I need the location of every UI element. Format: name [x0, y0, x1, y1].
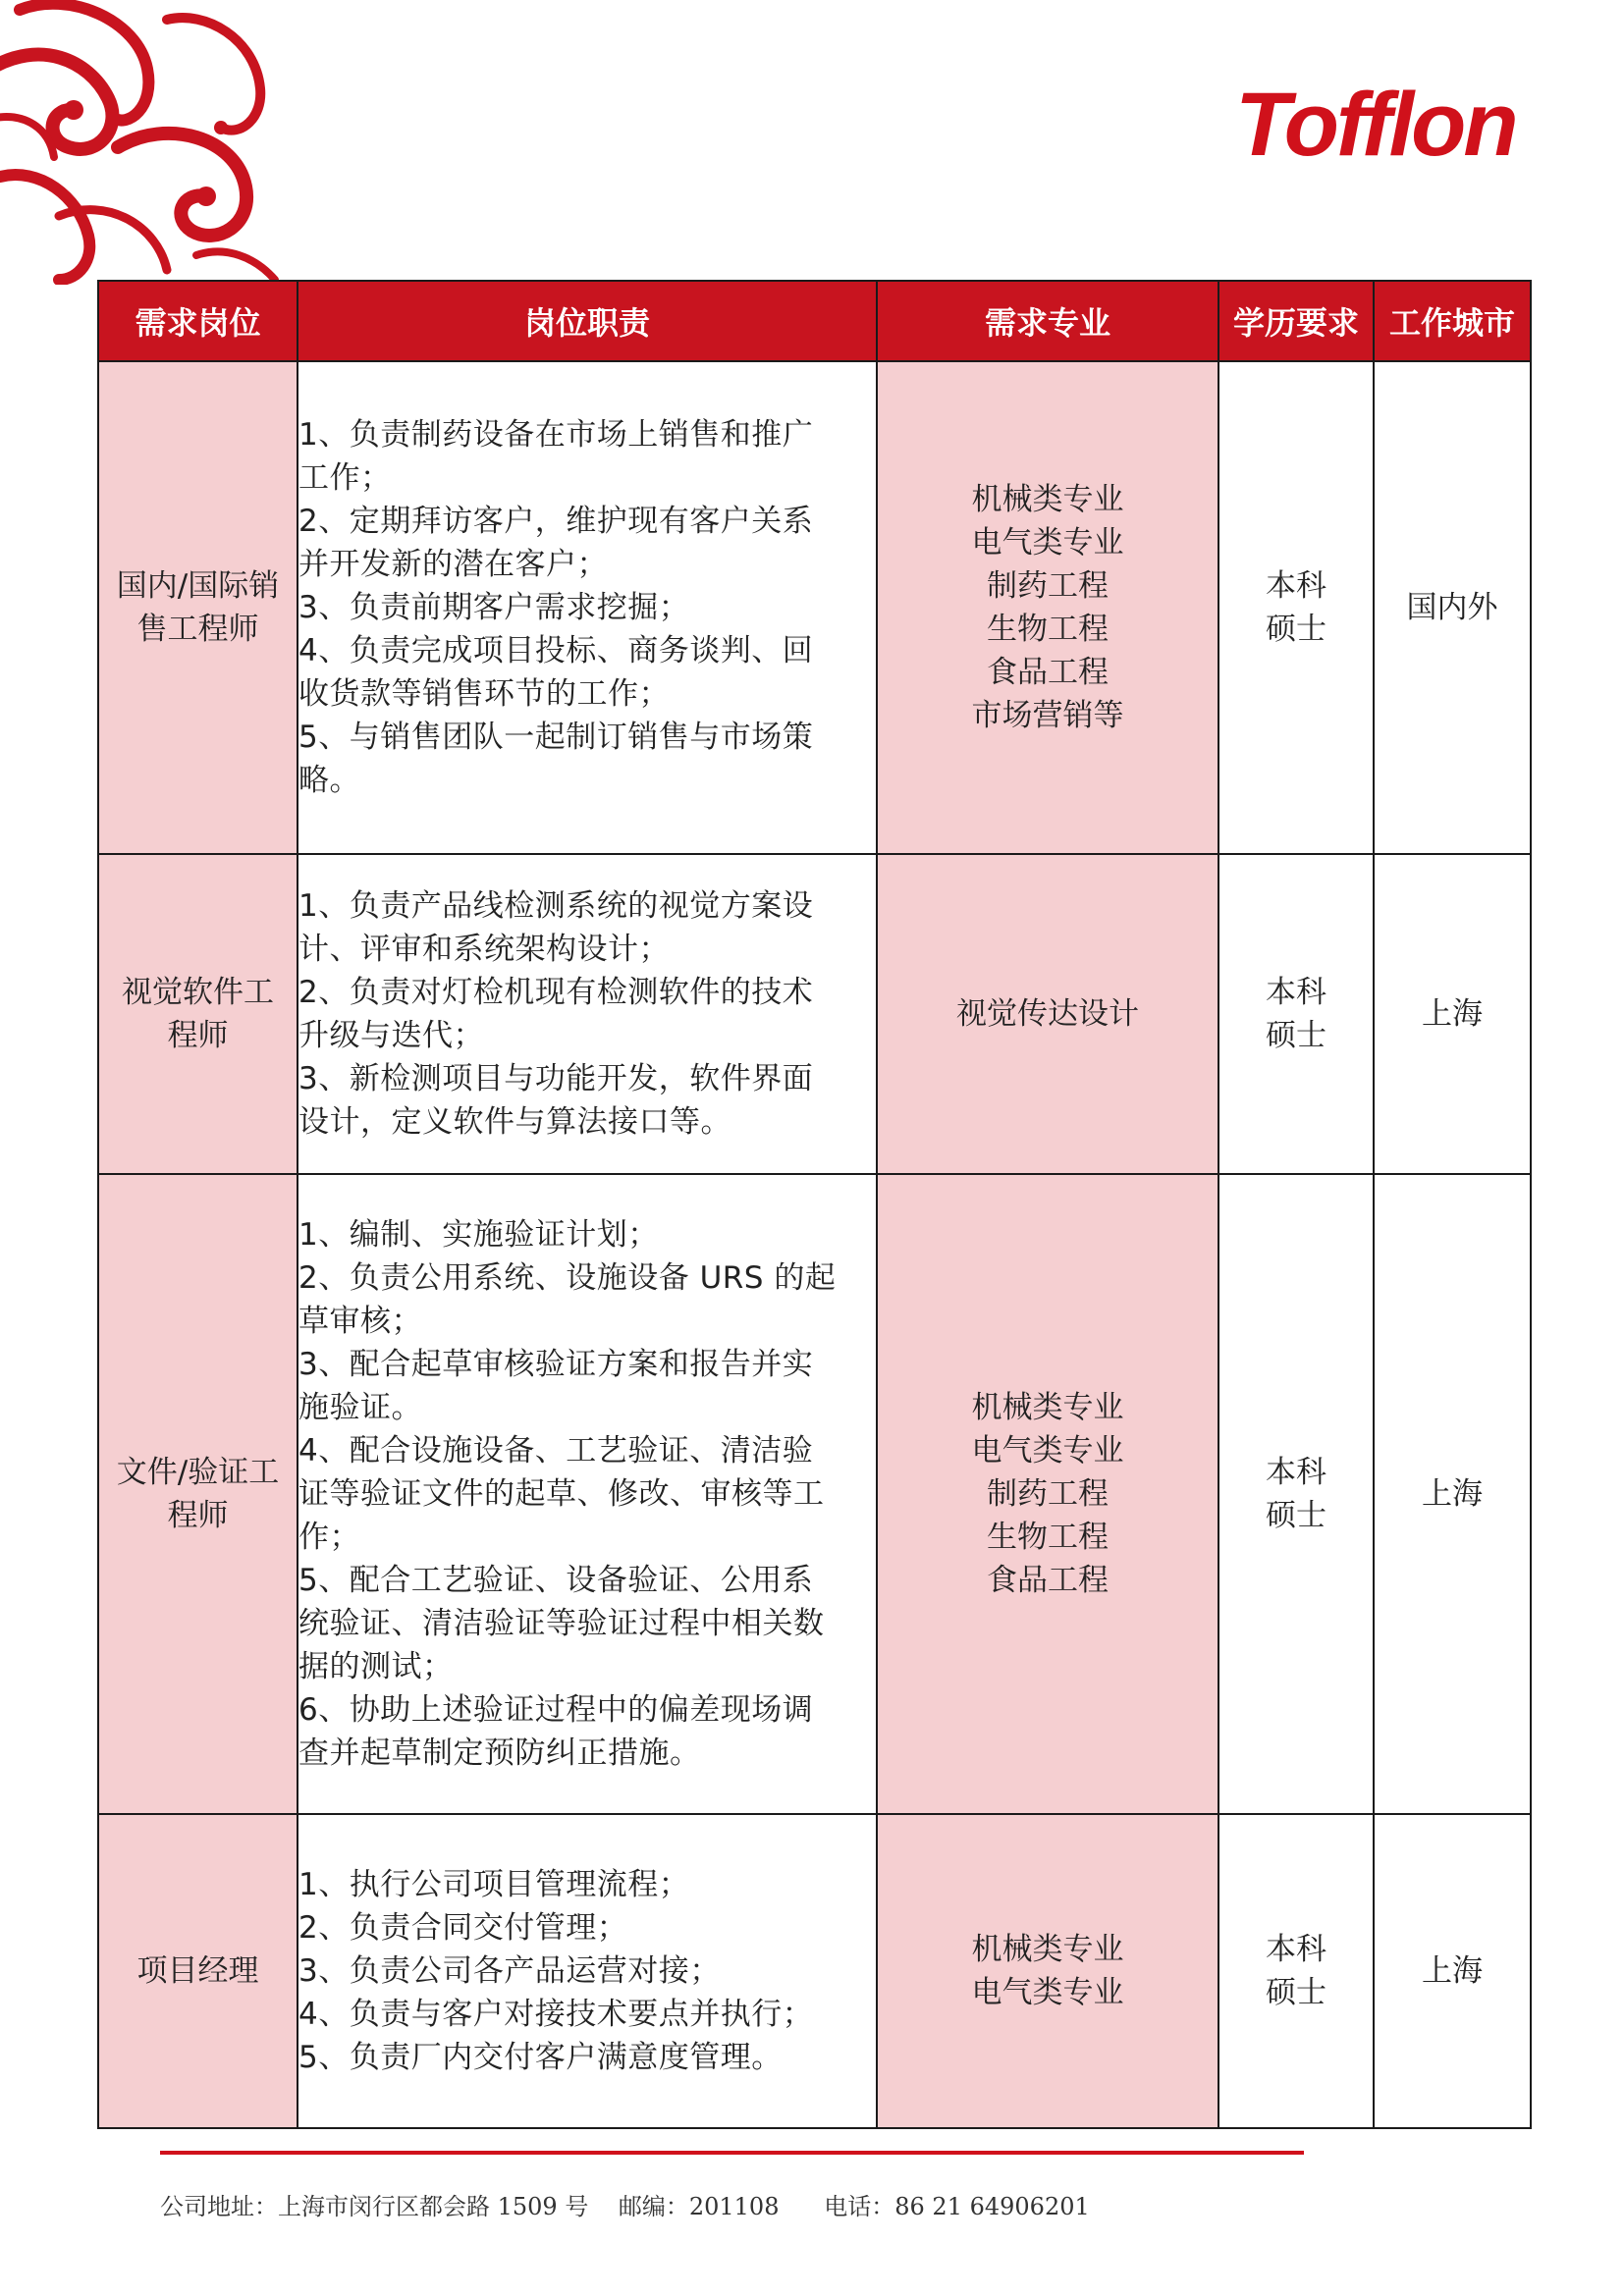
major-line: 电气类专业	[971, 1433, 1124, 1468]
duty-line: 升级与迭代；	[298, 1018, 484, 1053]
major-cell	[877, 1174, 1218, 1814]
duties-cell	[298, 361, 877, 854]
duty-line: 3、配合起草审核验证方案和报告并实	[298, 1347, 814, 1382]
city-cell: 上海	[1374, 1174, 1531, 1814]
education-line: 本科	[1266, 1455, 1326, 1490]
major-line: 生物工程	[987, 612, 1109, 647]
major-line: 食品工程	[987, 655, 1109, 690]
tofflon-logo: Tofflon	[1235, 75, 1516, 175]
header-city: 工作城市	[1374, 281, 1531, 361]
major-line: 制药工程	[987, 568, 1109, 604]
major-line: 电气类专业	[971, 525, 1124, 561]
major-line: 食品工程	[987, 1563, 1109, 1598]
job-requirements-table	[97, 280, 1532, 2129]
position-line: 程师	[167, 1018, 229, 1053]
city-cell: 国内外	[1374, 361, 1531, 854]
duty-line: 2、负责合同交付管理；	[298, 1910, 628, 1946]
duty-line: 1、负责制药设备在市场上销售和推广	[298, 417, 814, 453]
duty-line: 6、协助上述验证过程中的偏差现场调	[298, 1692, 814, 1728]
duty-line: 略。	[298, 763, 360, 798]
major-line: 视觉传达设计	[956, 996, 1139, 1032]
education-cell	[1218, 361, 1374, 854]
table-header-row	[98, 281, 1531, 361]
position-line: 文件/验证工	[116, 1455, 280, 1490]
education-cell	[1218, 854, 1374, 1174]
duties-cell	[298, 854, 877, 1174]
footer-address: 公司地址：上海市闵行区都会路 1509 号	[160, 2193, 589, 2220]
duty-line: 1、执行公司项目管理流程；	[298, 1867, 690, 1902]
duty-line: 设计，定义软件与算法接口等。	[298, 1104, 731, 1140]
major-line: 机械类专业	[971, 1390, 1124, 1425]
duty-line: 2、负责对灯检机现有检测软件的技术	[298, 975, 814, 1010]
duty-line: 施验证。	[298, 1390, 422, 1425]
position-line: 程师	[167, 1498, 229, 1533]
major-cell	[877, 1814, 1218, 2128]
duty-line: 据的测试；	[298, 1649, 454, 1684]
cloud-ornament-icon	[0, 0, 295, 285]
duty-line: 2、定期拜访客户，维护现有客户关系	[298, 504, 814, 539]
position-cell	[98, 854, 298, 1174]
education-line: 本科	[1266, 1932, 1326, 1967]
major-cell	[877, 854, 1218, 1174]
position-cell	[98, 361, 298, 854]
table-row	[98, 854, 1531, 1174]
education-cell	[1218, 1814, 1374, 2128]
duty-line: 3、新检测项目与功能开发，软件界面	[298, 1061, 814, 1096]
duty-line: 并开发新的潜在客户；	[298, 547, 608, 582]
table-row	[98, 1814, 1531, 2128]
header-major: 需求专业	[877, 281, 1218, 361]
position-line: 视觉软件工	[122, 975, 274, 1010]
position-line: 项目经理	[136, 1953, 259, 1989]
major-line: 制药工程	[987, 1476, 1109, 1512]
major-line: 电气类专业	[971, 1975, 1124, 2010]
education-line: 本科	[1266, 568, 1326, 604]
duty-line: 3、负责公司各产品运营对接；	[298, 1953, 721, 1989]
major-line: 生物工程	[987, 1520, 1109, 1555]
education-line: 硕士	[1266, 1975, 1326, 2010]
duty-line: 2、负责公用系统、设施设备 URS 的起	[298, 1260, 837, 1296]
duty-line: 工作；	[298, 460, 392, 496]
duty-line: 4、配合设施设备、工艺验证、清洁验	[298, 1433, 814, 1468]
duty-line: 5、配合工艺验证、设备验证、公用系	[298, 1563, 814, 1598]
footer-contact	[160, 2187, 1090, 2221]
duty-line: 4、负责完成项目投标、商务谈判、回	[298, 633, 814, 668]
header-duties: 岗位职责	[298, 281, 877, 361]
major-cell	[877, 361, 1218, 854]
education-cell	[1218, 1174, 1374, 1814]
position-line: 国内/国际销	[116, 568, 280, 604]
duty-line: 收货款等销售环节的工作；	[298, 676, 670, 712]
education-line: 硕士	[1266, 612, 1326, 647]
table-row	[98, 1174, 1531, 1814]
duties-cell	[298, 1814, 877, 2128]
duty-line: 查并起草制定预防纠正措施。	[298, 1735, 701, 1771]
footer-divider	[160, 2151, 1304, 2155]
position-line: 售工程师	[136, 612, 259, 647]
major-line: 机械类专业	[971, 1932, 1124, 1967]
education-line: 硕士	[1266, 1018, 1326, 1053]
duty-line: 5、与销售团队一起制订销售与市场策	[298, 720, 814, 755]
duty-line: 5、负责厂内交付客户满意度管理。	[298, 2040, 783, 2075]
duty-line: 证等验证文件的起草、修改、审核等工	[298, 1476, 825, 1512]
position-cell	[98, 1814, 298, 2128]
header-education: 学历要求	[1218, 281, 1374, 361]
header-position: 需求岗位	[98, 281, 298, 361]
position-cell	[98, 1174, 298, 1814]
city-cell: 上海	[1374, 854, 1531, 1174]
major-line: 市场营销等	[971, 698, 1124, 733]
major-line: 机械类专业	[971, 482, 1124, 517]
duty-line: 4、负责与客户对接技术要点并执行；	[298, 1997, 814, 2032]
education-line: 硕士	[1266, 1498, 1326, 1533]
duty-line: 1、负责产品线检测系统的视觉方案设	[298, 888, 814, 924]
footer-postcode: 邮编：201108	[618, 2193, 780, 2220]
footer-phone: 电话：86 21 64906201	[824, 2193, 1090, 2220]
education-line: 本科	[1266, 975, 1326, 1010]
duty-line: 3、负责前期客户需求挖掘；	[298, 590, 690, 625]
duty-line: 计、评审和系统架构设计；	[298, 932, 670, 967]
duty-line: 统验证、清洁验证等验证过程中相关数	[298, 1606, 825, 1641]
duty-line: 草审核；	[298, 1304, 422, 1339]
duties-cell	[298, 1174, 877, 1814]
table-row	[98, 361, 1531, 854]
city-cell: 上海	[1374, 1814, 1531, 2128]
duty-line: 作；	[298, 1520, 360, 1555]
duty-line: 1、编制、实施验证计划；	[298, 1217, 659, 1253]
